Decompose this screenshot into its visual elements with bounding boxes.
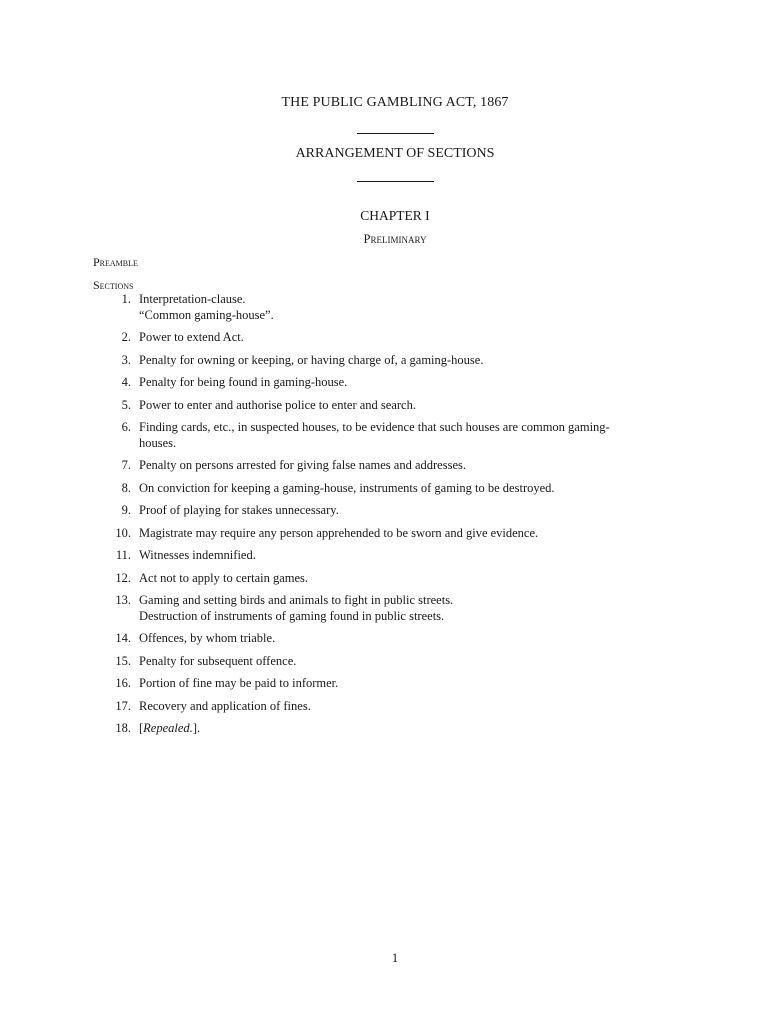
section-item (93, 571, 693, 587)
section-item (93, 503, 693, 519)
section-title-line: Offences, by whom triable. (139, 631, 276, 645)
section-title (139, 353, 693, 369)
section-number: 1. (121, 292, 131, 306)
section-item (93, 676, 693, 692)
chapter-subtitle: Preliminary (363, 232, 427, 246)
section-number: 9. (121, 503, 131, 517)
page-number: 1 (391, 951, 399, 965)
section-item (93, 654, 693, 670)
section-title-line: Interpretation-clause. (139, 292, 246, 306)
section-title-line: Penalty for subsequent offence. (139, 653, 297, 668)
section-title-line: Penalty on persons arrested for giving false names and addresses. (139, 458, 466, 472)
section-title-line: Penalty for owning or keeping, or having charge of, a gaming-house. (139, 352, 484, 367)
section-title (139, 631, 693, 647)
section-item (93, 526, 693, 542)
section-title (139, 676, 693, 692)
section-number: 13. (115, 593, 131, 607)
section-title-line: Recovery and application of fines. (139, 698, 311, 713)
section-number: 3. (121, 352, 131, 367)
section-title (139, 420, 693, 451)
section-title (139, 526, 693, 542)
section-title (139, 571, 693, 587)
section-number: 11. (115, 548, 131, 562)
section-title-line: Destruction of instruments of gaming found in public streets. (139, 608, 445, 623)
section-item (93, 398, 693, 414)
section-number: 2. (121, 330, 131, 344)
section-number: 4. (121, 375, 131, 389)
section-title-line: Power to enter and authorise police to enter and search. (139, 397, 416, 412)
section-title-line: Gaming and setting birds and animals to fight in public streets. (139, 593, 454, 607)
section-title (139, 375, 693, 391)
section-item (93, 292, 693, 323)
section-number: 17. (115, 698, 131, 713)
section-number: 8. (121, 480, 131, 495)
section-title (139, 503, 693, 519)
section-title-line: houses. (139, 435, 177, 450)
section-title-line: On conviction for keeping a gaming-house, instruments of gaming to be destroyed. (139, 480, 555, 495)
section-title (139, 548, 693, 564)
section-title (139, 330, 693, 346)
section-item (93, 458, 693, 474)
section-item (93, 593, 693, 624)
section-title (139, 458, 693, 474)
section-item (93, 631, 693, 647)
heading-divider (357, 181, 434, 182)
section-title-part: [ (139, 721, 144, 735)
title-divider (357, 133, 434, 134)
section-item (93, 330, 693, 346)
section-title-line: Witnesses indemnified. (139, 548, 256, 562)
section-title-line: Portion of fine may be paid to informer. (139, 676, 339, 690)
section-number: 12. (115, 570, 131, 585)
section-item (93, 481, 693, 497)
section-title (139, 593, 693, 624)
section-title (139, 699, 693, 715)
section-title-line: Power to extend Act. (139, 330, 244, 344)
section-title-line: Proof of playing for stakes unnecessary. (139, 503, 339, 517)
section-item (93, 699, 693, 715)
section-title-line: “Common gaming-house”. (139, 307, 274, 322)
section-title (139, 481, 693, 497)
act-title: THE PUBLIC GAMBLING ACT, 1867 (281, 95, 509, 110)
sections-label: Sections (93, 278, 134, 292)
section-item (93, 420, 693, 451)
section-title-part: ]. (192, 721, 201, 735)
section-title (139, 292, 693, 323)
chapter-heading: CHAPTER I (360, 208, 430, 223)
section-title (139, 654, 693, 670)
section-title-part: Repealed. (143, 721, 193, 735)
section-title (139, 398, 693, 414)
section-number: 6. (121, 420, 131, 434)
preamble-label: Preamble (93, 255, 138, 269)
section-item (93, 548, 693, 564)
section-title-line: Penalty for being found in gaming-house. (139, 375, 348, 389)
section-number: 15. (115, 653, 131, 668)
section-title (139, 721, 693, 737)
section-title-line: Act not to apply to certain games. (139, 570, 309, 585)
arrangement-heading: ARRANGEMENT OF SECTIONS (295, 146, 495, 161)
section-title-line: Finding cards, etc., in suspected houses, to be evidence that such houses are common gaming- (139, 420, 610, 434)
section-list (93, 292, 693, 744)
section-number: 18. (115, 721, 131, 735)
section-item (93, 375, 693, 391)
section-number: 16. (115, 676, 131, 690)
section-number: 14. (115, 631, 131, 645)
section-number: 5. (121, 397, 131, 412)
section-number: 10. (115, 525, 131, 540)
section-number: 7. (121, 458, 131, 472)
section-item (93, 721, 693, 737)
section-title-line: Magistrate may require any person apprehended to be sworn and give evidence. (139, 525, 539, 540)
section-item (93, 353, 693, 369)
